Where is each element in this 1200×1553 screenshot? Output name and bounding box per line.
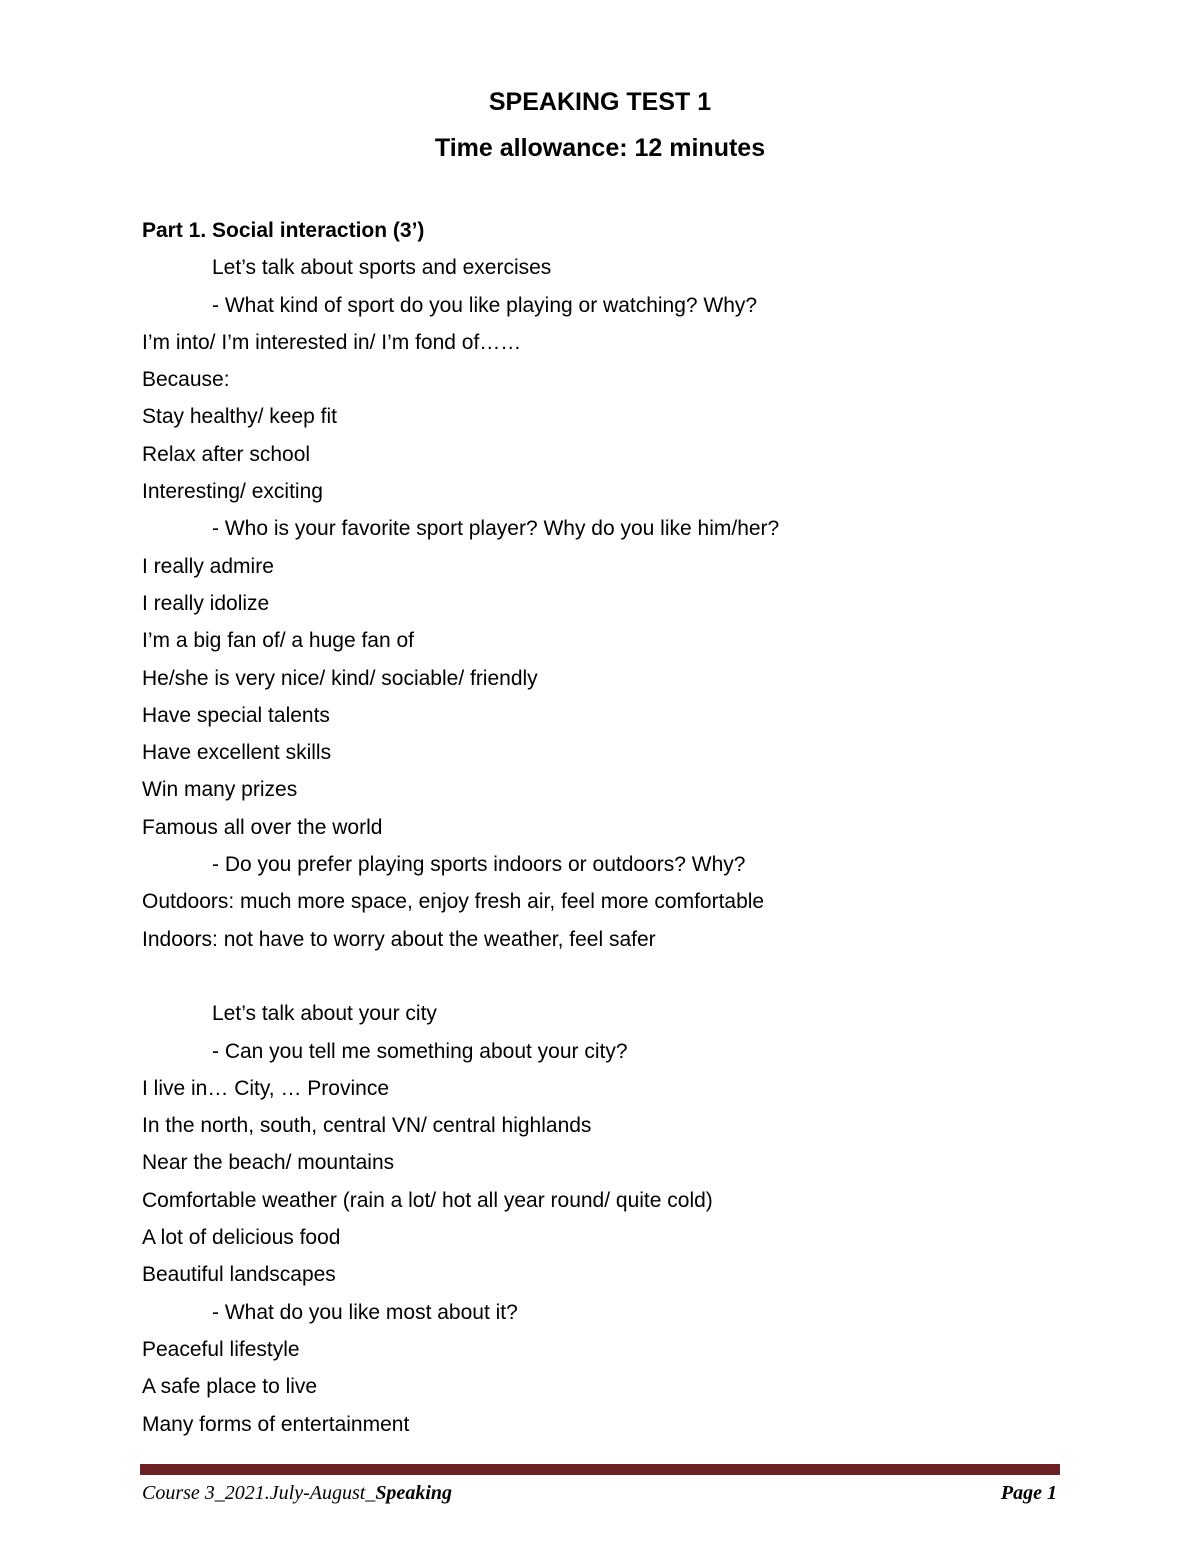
text-line: I’m a big fan of/ a huge fan of bbox=[142, 629, 415, 653]
footer-course-emphasis: Speaking bbox=[375, 1482, 452, 1504]
text-line: Peaceful lifestyle bbox=[142, 1337, 300, 1361]
text-line: A safe place to live bbox=[142, 1375, 318, 1399]
page-subtitle: Time allowance: 12 minutes bbox=[434, 134, 766, 162]
text-line: - Can you tell me something about your city? bbox=[212, 1039, 628, 1063]
text-line: I live in… City, … Province bbox=[142, 1076, 390, 1100]
text-line: Outdoors: much more space, enjoy fresh air, feel more comfortable bbox=[142, 890, 765, 914]
text-line: Indoors: not have to worry about the weather, feel safer bbox=[142, 927, 656, 951]
text-line: I really admire bbox=[142, 554, 274, 578]
blank-line bbox=[142, 958, 1082, 995]
text-line: Famous all over the world bbox=[142, 815, 383, 839]
text-line: A lot of delicious food bbox=[142, 1226, 341, 1250]
section-heading: Part 1. Social interaction (3’) bbox=[142, 219, 425, 242]
text-line: Near the beach/ mountains bbox=[142, 1151, 395, 1175]
footer-page-number: Page 1 bbox=[1000, 1482, 1057, 1504]
text-line: Let’s talk about sports and exercises bbox=[212, 256, 552, 280]
text-line: Beautiful landscapes bbox=[142, 1263, 336, 1287]
text-line: Many forms of entertainment bbox=[142, 1412, 410, 1436]
text-line: - What kind of sport do you like playing or watching? Why? bbox=[212, 293, 758, 317]
text-line: Let’s talk about your city bbox=[212, 1002, 437, 1026]
text-line: I really idolize bbox=[142, 591, 270, 615]
text-line: I’m into/ I’m interested in/ I’m fond of…… bbox=[142, 330, 522, 354]
text-line: Interesting/ exciting bbox=[142, 480, 323, 504]
footer-course-label bbox=[142, 1482, 452, 1505]
text-line: Win many prizes bbox=[142, 778, 298, 802]
text-line: Stay healthy/ keep fit bbox=[142, 405, 337, 429]
text-line: Have special talents bbox=[142, 703, 330, 727]
text-line: Comfortable weather (rain a lot/ hot all year round/ quite cold) bbox=[142, 1188, 713, 1212]
text-line: Because: bbox=[142, 368, 230, 392]
page-title: SPEAKING TEST 1 bbox=[488, 88, 712, 116]
footer-course-prefix: Course 3_2021.July-August_ bbox=[142, 1482, 376, 1504]
text-line: - What do you like most about it? bbox=[212, 1300, 518, 1324]
text-line: - Who is your favorite sport player? Why do you like him/her? bbox=[212, 517, 780, 541]
text-line: Have excellent skills bbox=[142, 741, 332, 765]
document-body bbox=[142, 212, 1082, 1443]
text-line: Relax after school bbox=[142, 442, 311, 466]
text-line: - Do you prefer playing sports indoors or outdoors? Why? bbox=[212, 853, 746, 877]
text-line: In the north, south, central VN/ central highlands bbox=[142, 1114, 592, 1138]
text-line: He/she is very nice/ kind/ sociable/ friendly bbox=[142, 666, 538, 690]
footer-divider bbox=[140, 1464, 1060, 1475]
